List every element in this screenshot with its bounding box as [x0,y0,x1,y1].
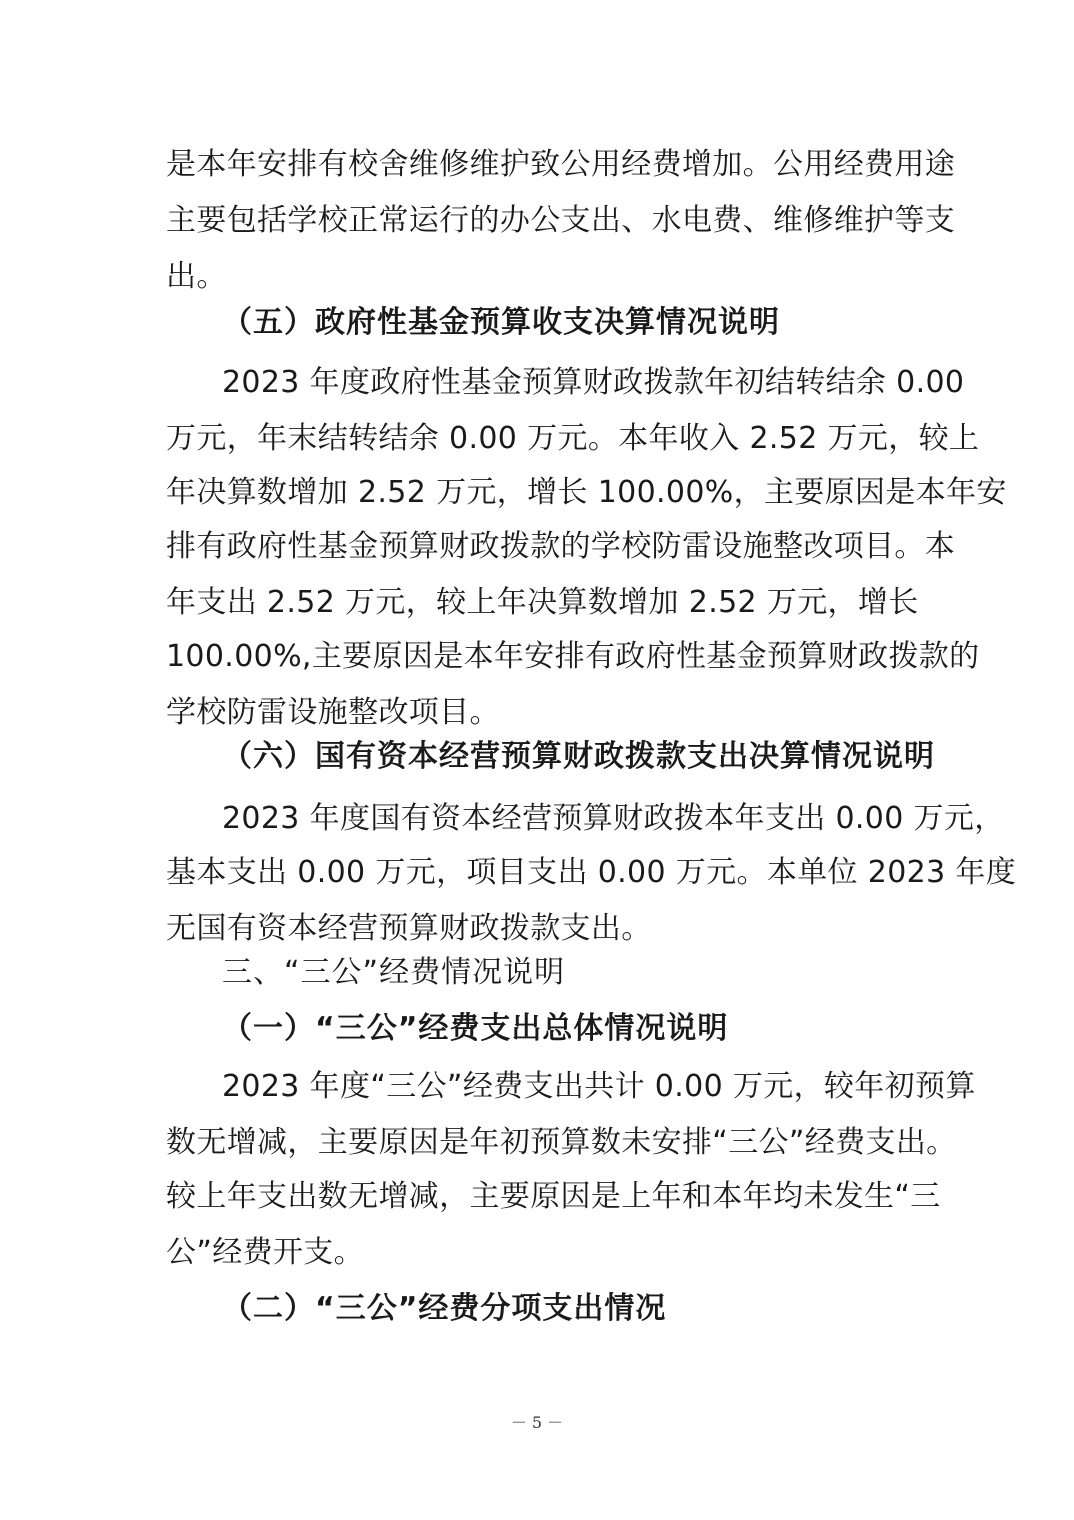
paragraph-line: 2023 年度“三公”经费支出共计 0.00 万元，较年初预算 [222,1069,976,1104]
paragraph-line: 出。 [166,259,227,294]
section-heading-5: （五）政府性基金预算收支决算情况说明 [222,305,780,340]
paragraph-line: 数无增减，主要原因是年初预算数未安排“三公”经费支出。 [166,1125,957,1160]
paragraph-line: 年支出 2.52 万元，较上年决算数增加 2.52 万元，增长 [166,585,919,620]
subsection-heading-2: （二）“三公”经费分项支出情况 [222,1291,667,1326]
paragraph-line: 较上年支出数无增减，主要原因是上年和本年均未发生“三 [166,1179,941,1214]
paragraph-line: 公”经费开支。 [166,1235,364,1270]
paragraph-line: 排有政府性基金预算财政拨款的学校防雷设施整改项目。本 [166,529,956,564]
paragraph-line: 无国有资本经营预算财政拨款支出。 [166,911,652,946]
paragraph-line: 基本支出 0.00 万元，项目支出 0.00 万元。本单位 2023 年度 [166,855,1017,890]
paragraph-line: 100.00%,主要原因是本年安排有政府性基金预算财政拨款的 [166,639,980,674]
paragraph-line: 主要包括学校正常运行的办公支出、水电费、维修维护等支 [166,203,956,238]
section-heading-6: （六）国有资本经营预算财政拨款支出决算情况说明 [222,739,935,774]
paragraph-line: 2023 年度政府性基金预算财政拨款年初结转结余 0.00 [222,365,965,400]
paragraph-line: 万元，年末结转结余 0.00 万元。本年收入 2.52 万元，较上 [166,421,980,456]
paragraph-line: 是本年安排有校舍维修维护致公用经费增加。公用经费用途 [166,147,956,182]
paragraph-line: 2023 年度国有资本经营预算财政拨本年支出 0.00 万元， [222,801,1005,836]
paragraph-line: 年决算数增加 2.52 万元，增长 100.00%，主要原因是本年安 [166,475,1007,510]
part-heading-3: 三、“三公”经费情况说明 [222,955,566,990]
paragraph-line: 学校防雷设施整改项目。 [166,695,500,730]
page-number: － 5 － [510,1413,564,1432]
subsection-heading-1: （一）“三公”经费支出总体情况说明 [222,1011,729,1046]
